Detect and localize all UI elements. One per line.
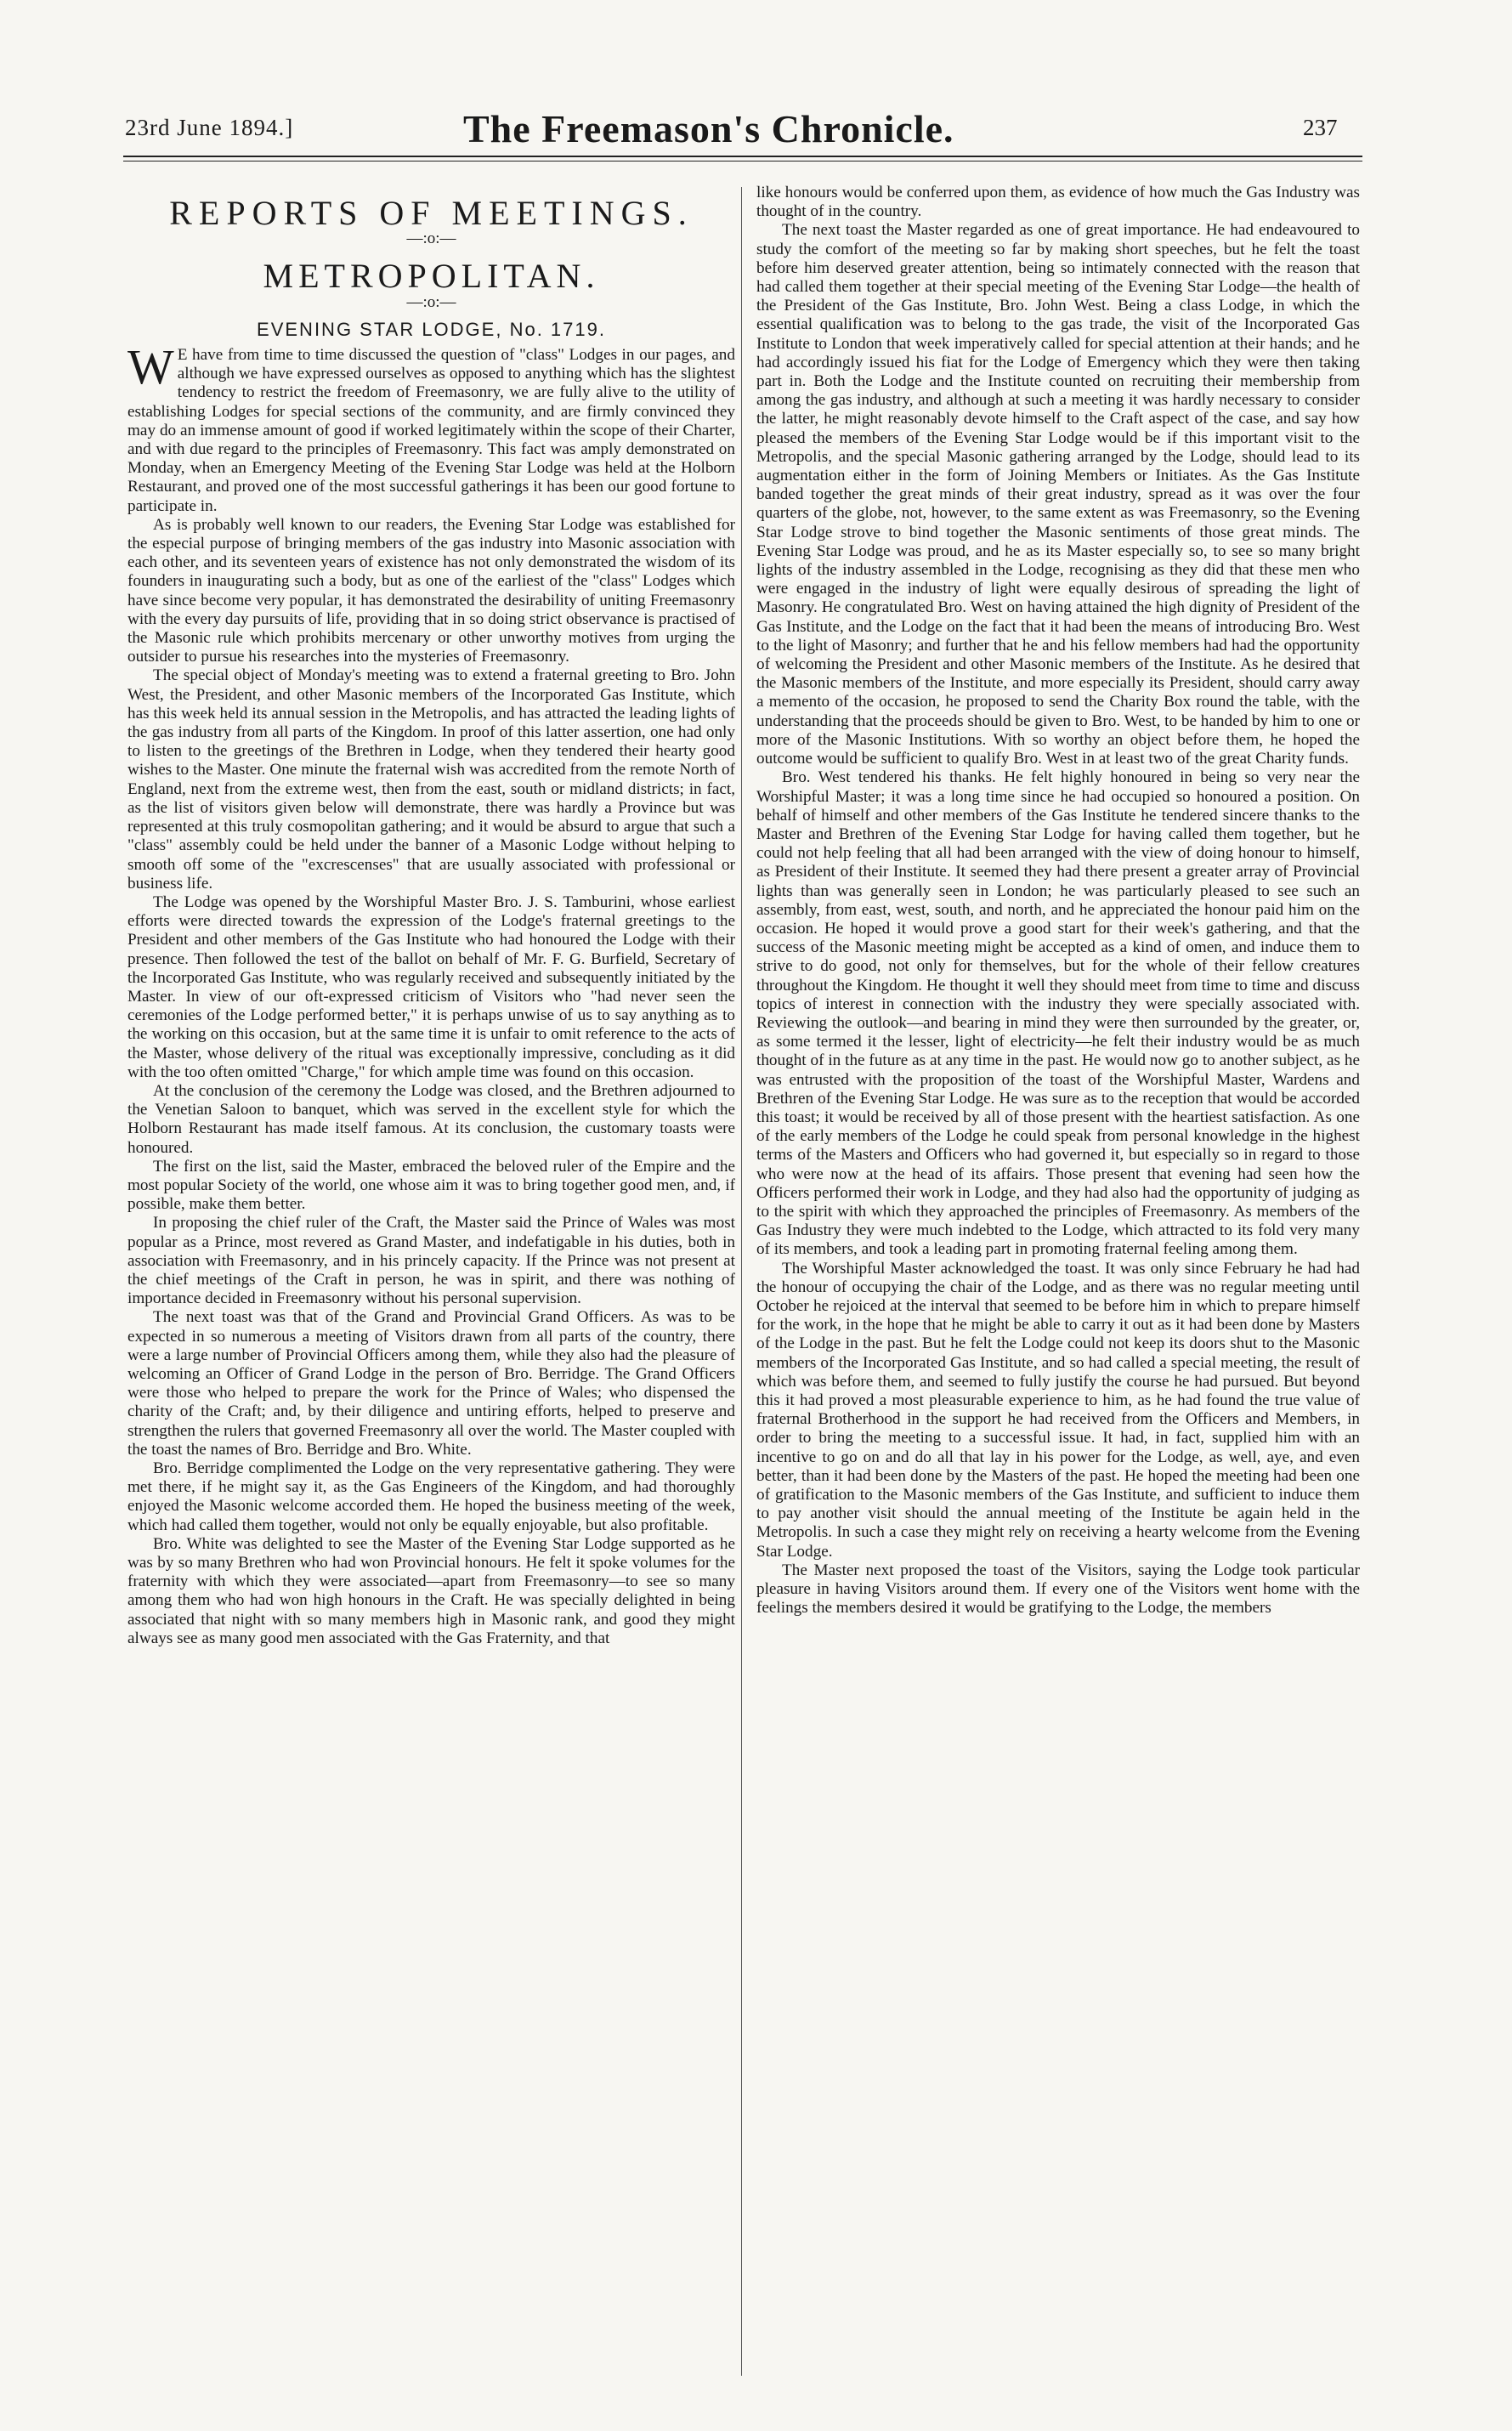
column-divider [741,187,742,2376]
paragraph-text: E have from time to time discussed the question of "class" Lodges in our pages, and although we have expressed ourselves as opposed to anything which has the slightest tendency to restrict the freedom of Freemasonry, we are fully alive to the utility of establishing Lodges for special sections of the community, and are firmly convinced they may do an immense amount of good if worked legitimately within the scope of their Charter, and with due regard to the principles of Freemasonry. This fact was amply demonstrated on Monday, when an Emergency Meeting of the Evening Star Lodge was held at the Holborn Restaurant, and proved one of the most successful gatherings it has been our good fortune to participate in. [127,346,735,515]
article-paragraph: like honours would be conferred upon them, as evidence of how much the Gas Industry was thought of in the country. [756,184,1360,221]
article-paragraph [127,339,735,516]
header-rule [123,156,1362,157]
lodge-heading: EVENING STAR LODGE, No. 1719. [257,318,606,340]
section-divider: —:o:— [406,230,456,248]
article-paragraph: Bro. White was delighted to see the Master of the Evening Star Lodge supported as he was by so many Brethren who had won Provincial honours. He felt it spoke volumes for the fraternity with which they were associated—apart from Freemasonry—to see so many among them who had won high honours in the Craft. He was specially delighted in being associated that night with so many members high in Masonic rank, and good they might always see as many good men associated with the Gas Fraternity, and that [127,1534,735,1647]
article-paragraph: At the conclusion of the ceremony the Lodge was closed, and the Brethren adjourned to the Venetian Saloon to banquet, which was served in the excellent style for which the Holborn Restaurant has made itself famous. At its conclusion, the customary toasts were honoured. [127,1081,735,1157]
issue-date: 23rd June 1894.] [125,115,294,140]
article-paragraph: The next toast the Master regarded as one of great importance. He had endeavoured to study the comfort of the meeting so far by making short speeches, but he felt the toast before him deserved greater attention, being so intimately connected with the reason that had called them together at their special meeting of the Evening Star Lodge—the health of the President of the Gas Institute, Bro. John West. Being a class Lodge, in which the essential qualification was to belong to the gas trade, the visit of the Incorporated Gas Institute to London that week imperatively called for special attention at their hands; and he had accordingly issued his fiat for the Lodge of Emergency which they were then taking part in. Both the Lodge and the Institute counted on recruiting their membership from among the gas industry, and although at such a meeting it was hardly necessary to consider the latter, he might reasonably devote himself to the Craft aspect of the case, and say how pleased the members of the Evening Star Lodge would be if this important visit to the Metropolis, and the special Masonic gathering arranged by the Lodge, should lead to its augmentation either in the form of Joining Members or Initiates. As the Gas Institute banded together the great minds of their great industry, spread as it was over the four quarters of the globe, not, however, to the same extent as was Freemasonry, so the Evening Star Lodge strove to bind together the Masonic sentiments of those great minds. The Evening Star Lodge was proud, and he as its Master especially so, to see so many bright lights of the industry assembled in the Lodge, recognising as they did that these men who were engaged in the industry of light were equally desirous of spreading the light of Masonry. He congratulated Bro. West on having attained the high dignity of President of the Gas Institute, and the Lodge on the fact that it had been the means of introducing Bro. West to the light of Masonry; and further that he and his fellow members had had the opportunity of welcoming the President and other Masonic members of the Institute. As he desired that the Masonic members of the Institute, and more especially its President, should carry away a memento of the occasion, he proposed to send the Charity Box round the table, with the understanding that the proceeds should be given to Bro. West, to be handed by him to one or more of the Masonic Institutions. With so worthy an object before them, he hoped the outcome would be sufficient to qualify Bro. West in at least two of the great Charity funds. [756,221,1360,768]
article-paragraph: The Lodge was opened by the Worshipful Master Bro. J. S. Tamburini, whose earliest efforts were directed towards the expression of the Lodge's fraternal greetings to the President and other members of the Gas Institute who had honoured the Lodge with their presence. Then followed the test of the ballot on behalf of Mr. F. G. Burfield, Secretary of the Incorporated Gas Institute, who was regularly received and subsequently initiated by the Master. In view of our oft-expressed criticism of Visitors who "had never seen the ceremonies of the Lodge performed better," it is perhaps unwise of us to say anything as to the working on this occasion, but at the same time it is unfair to omit reference to the acts of the Master, whose delivery of the ritual was exceptionally impressive, concluding as it did with the too often omitted "Charge," for which ample time was found on this occasion. [127,892,735,1081]
publication-title: The Freemason's Chronicle. [463,107,954,150]
article-paragraph: In proposing the chief ruler of the Craft, the Master said the Prince of Wales was most popular as a Prince, most revered as Grand Master, and indefatigable in his duties, both in association with Freemasonry, and in his princely capacity. If the Prince was not present at the chief meetings of the Craft in person, he was in spirit, and there was nothing of importance decided in Freemasonry without his personal supervision. [127,1214,735,1308]
article-paragraph: The first on the list, said the Master, embraced the beloved ruler of the Empire and the most popular Society of the world, one whose aim it was to bring together good men, and, if possible, make them better. [127,1157,735,1214]
header-rule-thin [123,161,1362,162]
article-paragraph: The Worshipful Master acknowledged the toast. It was only since February he had had the honour of occupying the chair of the Lodge, and as there was no regular meeting until October he rejoiced at the interval that seemed to be before him in which to prepare himself for the work, in the hope that he might be able to carry it out as it had been done by Masters of the Lodge in the past. But he felt the Lodge could not keep its doors shut to the Masonic members of the Incorporated Gas Institute, and so had called a special meeting, the result of which was before them, and seemed to fully justify the course he had pursued. But beyond this it had proved a most pleasurable experience to him, as he had found the true value of fraternal Brotherhood in the support he had received from the Officers and Members, in order to bring the meeting to a successful issue. It had, in fact, supplied him with an incentive to go on and do all that lay in his power for the Lodge, as well, aye, and even better, than it had been done by the Masters of the past. He hoped the meeting had been one of gratification to the Masonic members of the Gas Institute, and sufficient to induce them to pay another visit should the annual meeting of the Institute be again held in the Metropolis. In such a case they might rely on receiving a hearty welcome from the Evening Star Lodge. [756,1259,1360,1561]
article-paragraph: Bro. West tendered his thanks. He felt highly honoured in being so very near the Worshipful Master; it was a long time since he had occupied so honoured a position. On behalf of himself and other members of the Gas Institute he tendered sincere thanks to the Master and Brethren of the Evening Star Lodge for having called them together, but he could not help feeling that all had been arranged with the view of doing honour to himself, as President of their Institute. It seemed they had there present a greater array of Provincial lights than was generally seen in London; he was particularly pleased to see such an assembly, from east, west, south, and north, and he appreciated the honour paid him on the occasion. He hoped it would prove a good start for their week's gathering, and that the success of the Masonic meeting might be accepted as a kind of omen, and induce them to strive to do good, not only for themselves, but for the whole of their fellow creatures throughout the Kingdom. He thought it well they should meet from time to time and discuss topics of interest in connection with the industry they were specially associated with. Reviewing the outlook—and bearing in mind they were then surrounded by the greater, or, as some termed it the lesser, light of electricity—he felt their industry would be as much thought of in the future as at any time in the past. He would now go to another subject, as he was entrusted with the proposition of the toast of the Worshipful Master, Wardens and Brethren of the Evening Star Lodge. He was sure as to the reception that would be accorded this toast; it would be received by all of those present with the heartiest satisfaction. As one of the early members of the Lodge he could speak from personal knowledge in the highest terms of the Masters and Officers who had governed it, but especially so in regard to those who were now at the head of its affairs. Those present that evening had seen how the Officers performed their work in Lodge, and they had also had the opportunity of judging as to the spirit with which they approached the principles of Freemasonry. As members of the Gas Industry they were much indebted to the Lodge, which attracted to its fold very many of its members, and took a leading part in promoting fraternal feeling among them. [756,768,1360,1259]
left-column [127,178,735,1648]
article-paragraph: The special object of Monday's meeting was to extend a fraternal greeting to Bro. John West, the President, and other Masonic members of the Incorporated Gas Institute, which has this week held its annual session in the Metropolis, and has attracted the leading lights of the gas industry from all parts of the Kingdom. In proof of this latter assertion, one had only to listen to the greetings of the Brethren in Lodge, when they tendered their hearty good wishes to the Master. One minute the fraternal wish was accredited from the remote North of England, next from the extreme west, then from the east, south or midland districts; in fact, as the list of visitors given below will demonstrate, there was hardly a Province but was represented at this truly cosmopolitan gathering; and it would be absurd to argue that such a "class" assembly could be held under the banner of a Masonic Lodge without helping to smooth off some of the "excrescenses" that are usually associated with professional or business life. [127,666,735,892]
article-paragraph: As is probably well known to our readers, the Evening Star Lodge was established for the especial purpose of bringing members of the gas industry into Masonic association with each other, and its seventeen years of existence has not only demonstrated the wisdom of its founders in inaugurating such a body, but as one of the earliest of the "class" Lodges which have since become very popular, it has demonstrated the desirability of uniting Freemasonry with the every day pursuits of life, providing that in so doing strict observance is practised of the Masonic rule which prohibits mercenary or other unworthy motives from urging the outsider to pursue his researches into the mysteries of Freemasonry. [127,515,735,666]
article-paragraph: Bro. Berridge complimented the Lodge on the very representative gathering. They were met there, if he might say it, as the Gas Engineers of the Kingdom, and had thoroughly enjoyed the Masonic welcome accorded them. He hoped the business meeting of the week, which had called them together, would not only be equally enjoyable, but also profitable. [127,1459,735,1534]
page-number: 237 [1303,115,1338,140]
section-subtitle: METROPOLITAN. [263,257,600,296]
right-column [756,184,1360,1618]
section-divider-2: —:o:— [406,292,456,311]
article-paragraph: The next toast was that of the Grand and Provincial Grand Officers. As was to be expected in so numerous a meeting of Visitors drawn from all parts of the country, there were a large number of Provincial Officers among them, while they also had the pleasure of welcoming an Officer of Grand Lodge in the person of Bro. Berridge. The Grand Officers were those who helped to prepare the work for the Prince of Wales; who dispensed the charity of the Craft; and, by their diligence and untiring efforts, helped to preserve and strengthen the rulers that governed Freemasonry all over the world. The Master coupled with the toast the names of Bro. Berridge and Bro. White. [127,1308,735,1459]
article-paragraph: The Master next proposed the toast of the Visitors, saying the Lodge took particular pleasure in having Visitors around them. If every one of the Visitors went home with the feelings the members desired it would be gratifying to the Lodge, the members [756,1561,1360,1618]
drop-cap: W [127,339,174,395]
section-title: REPORTS OF MEETINGS. [169,194,694,232]
